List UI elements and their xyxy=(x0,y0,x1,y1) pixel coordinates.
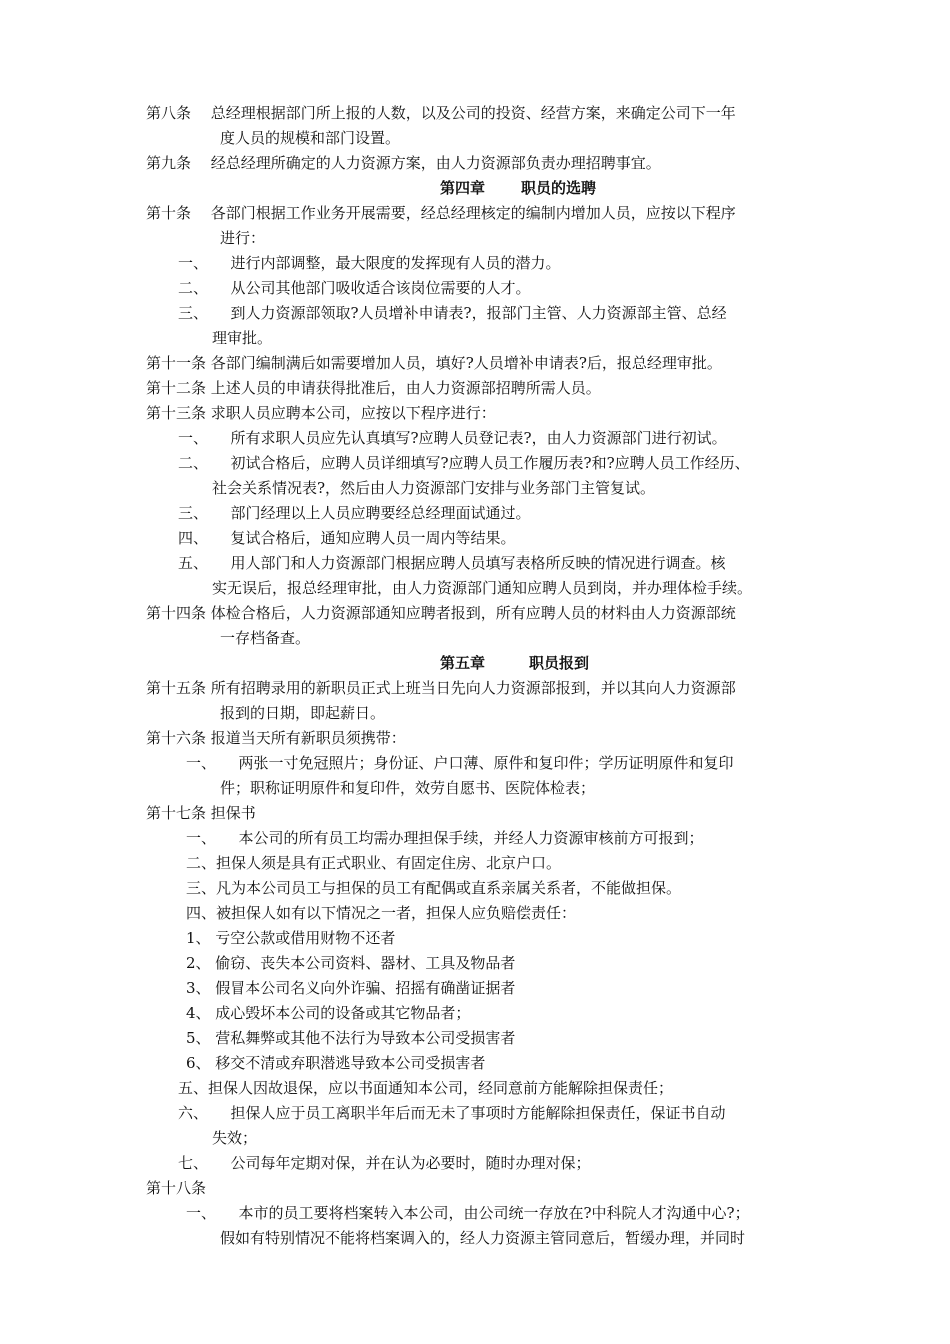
chapter-number: 第四章 xyxy=(440,179,486,197)
chapter-number: 第五章 xyxy=(440,654,486,672)
text-line: 第十六条 报道当天所有新职员须携带： xyxy=(146,729,406,747)
text-line: 失效； xyxy=(212,1129,258,1147)
chapter-heading xyxy=(440,653,589,673)
text-line: 三、 到人力资源部领取?人员增补申请表?，报部门主管、人力资源部主管、总经 xyxy=(178,304,727,322)
text-line: 第十四条 体检合格后，人力资源部通知应聘者报到，所有应聘人员的材料由人力资源部统 xyxy=(146,604,736,622)
text-line: 社会关系情况表?，然后由人力资源部门安排与业务部门主管复试。 xyxy=(212,479,656,497)
text-line: 四、被担保人如有以下情况之一者，担保人应负赔偿责任： xyxy=(186,904,577,922)
chapter-heading xyxy=(440,178,596,198)
text-line: 第十八条 xyxy=(146,1179,207,1197)
text-line: 七、 公司每年定期对保，并在认为必要时，随时办理对保； xyxy=(178,1154,591,1172)
chapter-title: 职员的选聘 xyxy=(521,179,597,197)
text-line: 一、 两张一寸免冠照片；身份证、户口薄、原件和复印件；学历证明原件和复印 xyxy=(186,754,734,772)
text-line: 一、 本市的员工要将档案转入本公司，由公司统一存放在?中科院人才沟通中心?； xyxy=(186,1204,750,1222)
text-line: 6、 移交不清或弃职潜逃导致本公司受损害者 xyxy=(186,1054,486,1072)
chapter-title: 职员报到 xyxy=(529,654,590,672)
text-line: 二、 初试合格后，应聘人员详细填写?应聘人员工作履历表?和?应聘人员工作经历、 xyxy=(178,454,750,472)
text-line: 五、担保人因故退保，应以书面通知本公司，经同意前方能解除担保责任； xyxy=(178,1079,674,1097)
text-line: 一、 所有求职人员应先认真填写?应聘人员登记表?，由人力资源部门进行初试。 xyxy=(178,429,727,447)
text-line: 度人员的规模和部门设置。 xyxy=(220,129,401,147)
text-line: 二、担保人须是具有正式职业、有固定住房、北京户口。 xyxy=(186,854,562,872)
text-line: 第十二条 上述人员的申请获得批准后，由人力资源部招聘所需人员。 xyxy=(146,379,601,397)
text-line: 件；职称证明原件和复印件，效劳自愿书、医院体检表； xyxy=(220,779,596,797)
text-line: 进行： xyxy=(220,229,266,247)
text-line: 理审批。 xyxy=(212,329,273,347)
text-line: 实无误后，报总经理审批，由人力资源部门通知应聘人员到岗，并办理体检手续。 xyxy=(212,579,753,597)
text-line: 五、 用人部门和人力资源部门根据应聘人员填写表格所反映的情况进行调查。核 xyxy=(178,554,726,572)
text-line: 一、 进行内部调整，最大限度的发挥现有人员的潜力。 xyxy=(178,254,561,272)
text-line: 二、 从公司其他部门吸收适合该岗位需要的人才。 xyxy=(178,279,531,297)
text-line: 报到的日期，即起薪日。 xyxy=(220,704,386,722)
text-line: 第十条 各部门根据工作业务开展需要，经总经理核定的编制内增加人员，应按以下程序 xyxy=(146,204,736,222)
text-line: 一、 本公司的所有员工均需办理担保手续，并经人力资源审核前方可报到； xyxy=(186,829,704,847)
text-line: 假如有特别情况不能将档案调入的，经人力资源主管同意后，暂缓办理，并同时 xyxy=(220,1229,746,1247)
text-line: 三、 部门经理以上人员应聘要经总经理面试通过。 xyxy=(178,504,531,522)
text-line: 第八条 总经理根据部门所上报的人数，以及公司的投资、经营方案，来确定公司下一年 xyxy=(146,104,736,122)
text-line: 三、凡为本公司员工与担保的员工有配偶或直系亲属关系者，不能做担保。 xyxy=(186,879,682,897)
text-line: 第十一条 各部门编制满后如需要增加人员，填好?人员增补申请表?后，报总经理审批。 xyxy=(146,354,722,372)
text-line: 3、 假冒本公司名义向外诈骗、招摇有确凿证据者 xyxy=(186,979,516,997)
text-line: 第十三条 求职人员应聘本公司，应按以下程序进行： xyxy=(146,404,496,422)
text-line: 四、 复试合格后，通知应聘人员一周内等结果。 xyxy=(178,529,516,547)
text-line: 2、 偷窃、丧失本公司资料、器材、工具及物品者 xyxy=(186,954,516,972)
text-line: 一存档备查。 xyxy=(220,629,311,647)
text-line: 第十七条 担保书 xyxy=(146,804,256,822)
text-line: 5、 营私舞弊或其他不法行为导致本公司受损害者 xyxy=(186,1029,516,1047)
text-line: 1、 亏空公款或借用财物不还者 xyxy=(186,929,396,947)
text-line: 第十五条 所有招聘录用的新职员正式上班当日先向人力资源部报到，并以其向人力资源部 xyxy=(146,679,736,697)
text-line: 六、 担保人应于员工离职半年后而无未了事项时方能解除担保责任，保证书自动 xyxy=(178,1104,726,1122)
text-line: 第九条 经总经理所确定的人力资源方案，由人力资源部负责办理招聘事宜。 xyxy=(146,154,661,172)
text-line: 4、 成心毁坏本公司的设备或其它物品者； xyxy=(186,1004,471,1022)
